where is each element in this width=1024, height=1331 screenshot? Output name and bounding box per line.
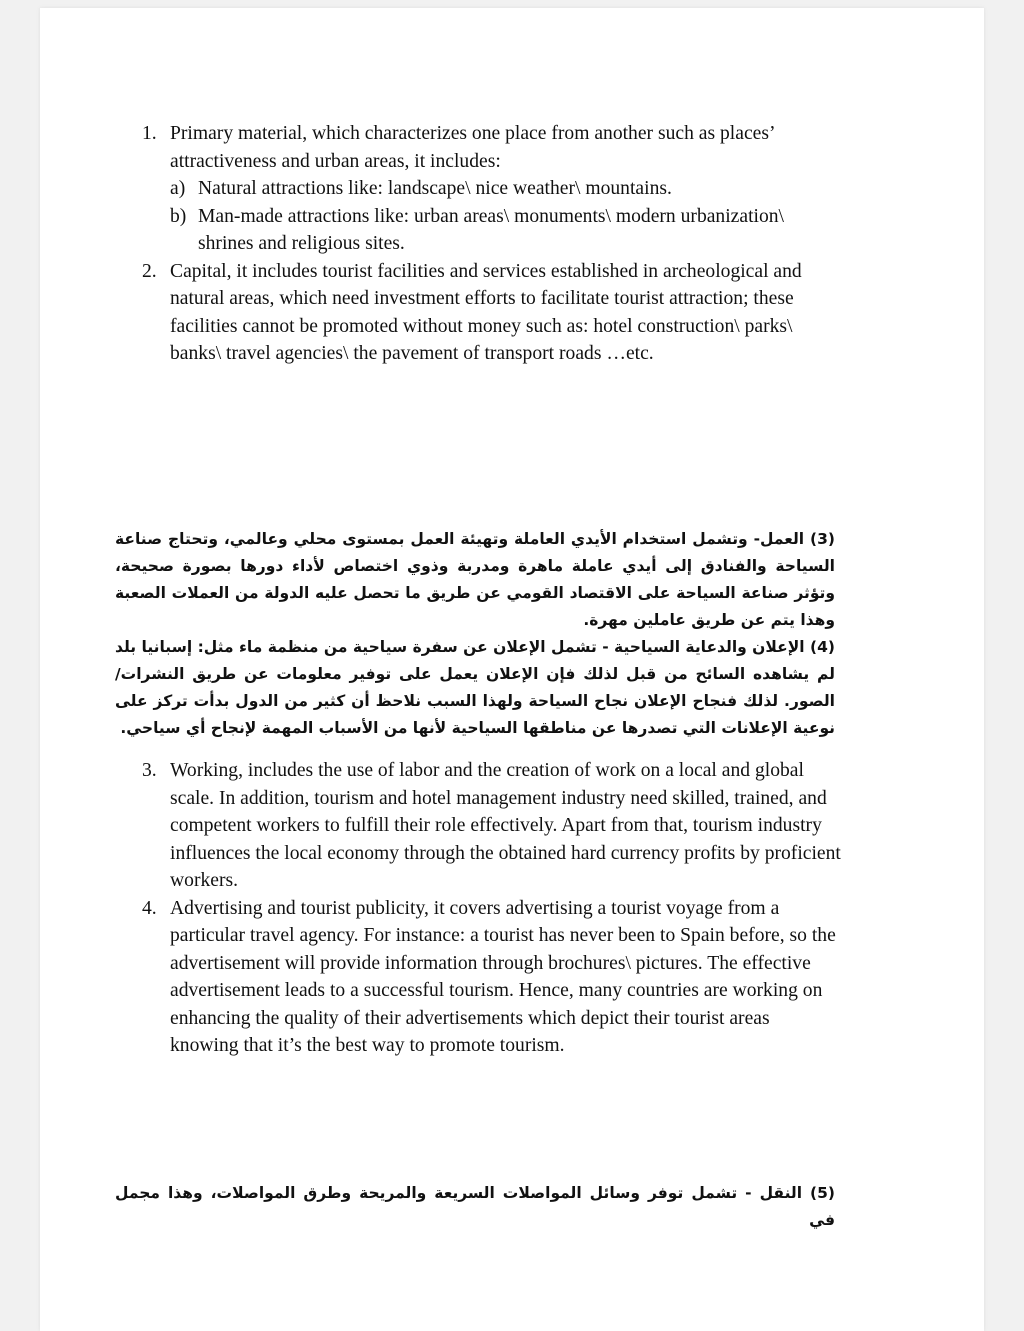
arabic-paragraph-4: (4) الإعلان والدعاية السياحية - تشمل الإعلان عن سفرة سياحية من منظمة ماء مثل: إسبانيا بلد لم يشاهده السائح من قبل لذلك فإن الإعلان يعمل على توفير معلومات عن طريق النشرات/ الصور. لذلك فنجاح الإعلان نجاح السياحة ولهذا السبب نلاحظ أن كثير من الدول بدأت تركز على نوعية الإعلانات التي تصدرها عن مناطقها السياحية لأنها من الأسباب المهمة لإنجاح أي سياحي. (115, 638, 835, 737)
sub-number: a) (170, 178, 186, 199)
arabic-paragraph-3: (3) العمل- وتشمل استخدام الأيدي العاملة وتهيئة العمل بمستوى محلي وعالمي، وتحتاج صناعة السياحة والفنادق إلى أيدي عاملة ماهرة ومدربة وذوي اختصاص لأداء دورها بصورة صحيحة، وتؤثر صناعة السياحة على الاقتصاد القومي عن طريق ما تحصل عليه الدولة من العملات الصعبة وهذا يتم عن طريق عاملين مهرة. (115, 530, 835, 629)
list-number: 2. (142, 260, 157, 282)
arabic-paragraph-5: (5) النقل - تشمل توفر وسائل المواصلات السريعة والمريحة وطرق المواصلات، وهذا مجمل في (115, 1184, 835, 1229)
sub-item-text: Man-made attractions like: urban areas\ monuments\ modern urbanization\ shrines and religious sites. (198, 205, 784, 254)
arabic-footer (115, 1180, 835, 1234)
list-number: 1. (142, 123, 157, 144)
list-item-4 (142, 895, 842, 1060)
list-item-1 (142, 120, 842, 258)
sub-number: b) (170, 205, 187, 227)
list-item-text: Advertising and tourist publicity, it covers advertising a tourist voyage from a particular travel agency. For instance: a tourist has never been to Spain before, so the advertisement will provide information through brochures\ pictures. The effective advertisement leads to a successful tourism. Hence, many countries are working on enhancing the quality of their advertisements which depict their tourist areas knowing that it’s the best way to promote tourism. (170, 897, 836, 1056)
arabic-paragraphs (115, 526, 835, 742)
sub-item-a (170, 175, 842, 203)
sub-list (170, 175, 842, 258)
english-list-bottom (142, 757, 842, 1060)
sub-item-text: Natural attractions like: landscape\ nice weather\ mountains. (198, 178, 672, 199)
list-item-text: Capital, it includes tourist facilities and services established in archeological and natural areas, which need investment efforts to facilitate tourist attraction; these facilities cannot be promoted without money such as: hotel construction\ parks\ banks\ travel agencies\ the pavement of transport roads …etc. (170, 260, 802, 364)
list-item-3 (142, 757, 842, 895)
list-item-2 (142, 258, 842, 368)
list-number: 4. (142, 897, 157, 919)
list-number: 3. (142, 760, 157, 781)
english-list-top (142, 120, 842, 368)
list-item-text: Working, includes the use of labor and the creation of work on a local and global scale. In addition, tourism and hotel management industry need skilled, trained, and competent workers to fulfill their role effectively. Apart from that, tourism industry influences the local economy through the obtained hard currency profits by proficient workers. (170, 760, 841, 891)
list-item-text: Primary material, which characterizes one place from another such as places’ attractiveness and urban areas, it includes: (170, 123, 775, 172)
sub-item-b (170, 203, 842, 258)
